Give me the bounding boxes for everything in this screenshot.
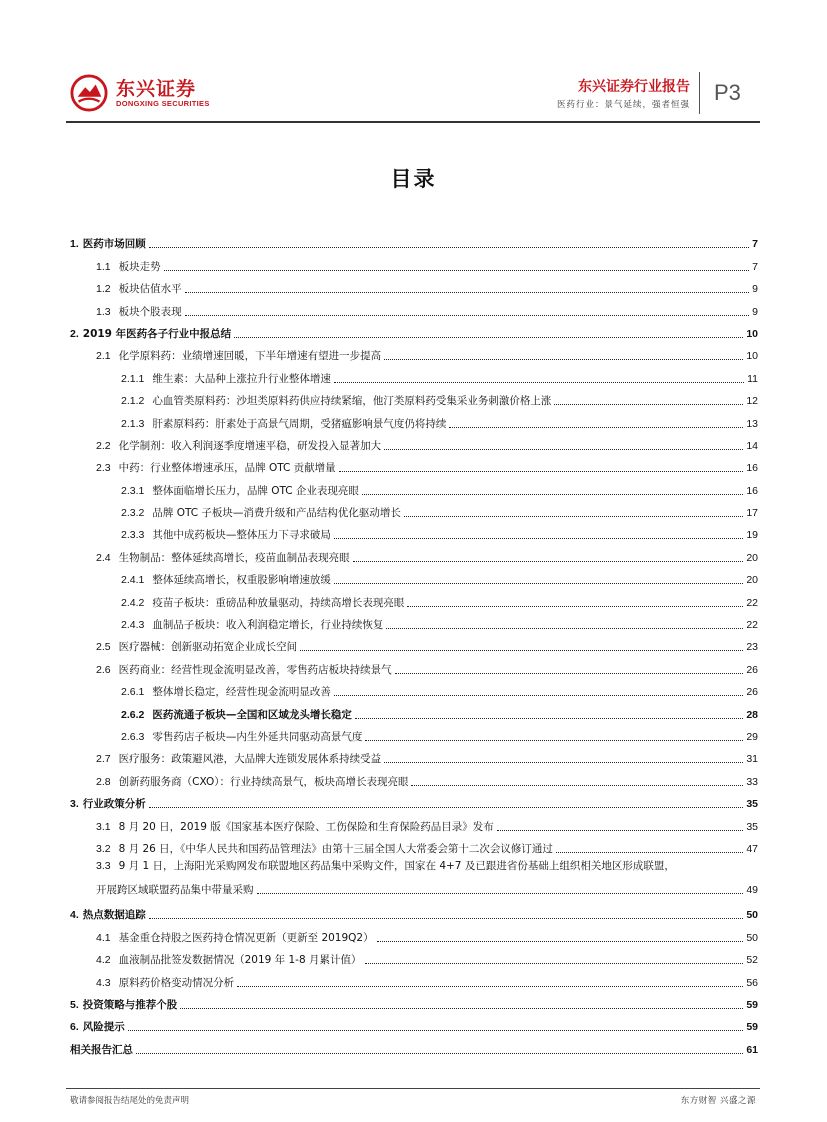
toc-entry-page: 13 — [746, 417, 758, 430]
toc-entry[interactable] — [66, 990, 758, 1012]
toc-entry-text: 疫苗子板块：重磅品种放量驱动，持续高增长表现亮眼 — [152, 596, 405, 609]
toc-entry-label — [121, 731, 362, 744]
toc-entry-label — [96, 552, 350, 565]
toc-entry[interactable] — [66, 386, 758, 408]
toc-entry[interactable] — [66, 587, 758, 609]
toc-entry-label — [70, 798, 146, 811]
toc-entry-number: 2.4.3 — [121, 619, 145, 632]
toc-title: 目录 — [390, 167, 437, 191]
toc-entry-page: 50 — [746, 931, 758, 944]
toc-entry-label — [121, 395, 551, 408]
toc-entry-number: 4.2 — [96, 954, 111, 967]
toc-entry-text: 医药市场回顾 — [82, 238, 146, 251]
toc-entry-page: 20 — [746, 574, 758, 587]
toc-leader-dots — [386, 628, 743, 629]
toc-entry[interactable] — [66, 766, 758, 788]
toc-entry-text: 板块走势 — [118, 260, 161, 273]
toc-leader-dots — [404, 516, 743, 517]
toc-entry-label — [96, 306, 182, 319]
toc-entry-label — [121, 597, 404, 610]
toc-entry-text: 其他中成药板块—整体压力下寻求破局 — [152, 529, 331, 542]
toc-entry-text: 整体增长稳定，经营性现金流明显改善 — [152, 686, 331, 699]
toc-entry-label — [96, 261, 161, 274]
toc-entry-page: 50 — [746, 909, 758, 922]
toc-entry-number: 1.2 — [96, 283, 111, 296]
toc-entry-page: 20 — [746, 551, 758, 564]
toc-entry-label — [96, 753, 381, 766]
toc-entry[interactable] — [66, 520, 758, 542]
toc-entry-text: 整体面临增长压力，品牌 OTC 企业表现亮眼 — [152, 484, 359, 497]
toc-entry[interactable] — [66, 677, 758, 699]
toc-leader-dots — [384, 449, 743, 450]
toc-entry-number: 2. — [70, 327, 79, 340]
toc-entry[interactable] — [66, 274, 758, 296]
toc-entry[interactable] — [66, 475, 758, 497]
toc-entry[interactable] — [66, 1034, 758, 1056]
toc-leader-dots — [407, 606, 743, 607]
toc-entry-page: 7 — [752, 260, 758, 273]
toc-entry[interactable] — [66, 363, 758, 385]
toc-leader-dots — [355, 718, 743, 719]
toc-entry-page: 35 — [746, 820, 758, 833]
toc-leader-dots — [362, 494, 743, 495]
toc-entry[interactable] — [66, 408, 758, 430]
toc-entry-page: 14 — [746, 439, 758, 452]
toc-entry-text: 心血管类原料药：沙坦类原料药供应持续紧缩，他汀类原料药受集采业务刺激价格上涨 — [152, 395, 552, 408]
toc-entry-number: 2.3.1 — [121, 484, 145, 497]
toc-entry-number: 2.4.2 — [121, 596, 145, 609]
toc-leader-dots — [353, 561, 744, 562]
toc-entry-page: 52 — [746, 954, 758, 967]
toc-entry-text: 风险提示 — [82, 1021, 125, 1034]
toc-entry[interactable] — [66, 834, 758, 856]
toc-leader-dots — [149, 918, 744, 919]
toc-entry-text: 8 月 20 日，2019 版《国家基本医疗保险、工伤保险和生育保险药品目录》发布 — [118, 820, 494, 833]
toc-entry[interactable] — [66, 1012, 758, 1034]
toc-entry[interactable] — [66, 922, 758, 944]
toc-leader-dots — [234, 337, 743, 338]
toc-leader-dots — [300, 650, 743, 651]
toc-leader-dots — [334, 382, 744, 383]
toc-entry-page: 19 — [746, 529, 758, 542]
toc-entry-page: 16 — [746, 462, 758, 475]
toc-entry[interactable] — [66, 229, 758, 251]
toc-entry-page: 29 — [746, 730, 758, 743]
toc-entry[interactable] — [66, 319, 758, 341]
toc-entry-number: 2.6.1 — [121, 686, 145, 699]
toc-entry-label — [70, 1044, 133, 1057]
toc-entry-number: 2.4 — [96, 551, 111, 564]
toc-leader-dots — [257, 893, 744, 894]
toc-entry-text: 9 月 1 日，上海阳光采购网发布联盟地区药品集中采购文件，国家在 4+7 及已跟进省份基础上组织相关地区形成联盟， — [118, 859, 675, 872]
toc-entry-number: 4.3 — [96, 976, 111, 989]
toc-entry-label — [121, 485, 359, 498]
toc-entry[interactable] — [66, 431, 758, 453]
toc-entry-label — [70, 909, 146, 922]
toc-entry-page: 9 — [752, 305, 758, 318]
toc-entry-text: 品牌 OTC 子板块—消费升级和产品结构优化驱动增长 — [152, 507, 401, 520]
toc-entry-page: 33 — [746, 775, 758, 788]
toc-entry-label — [121, 373, 331, 386]
toc-leader-dots — [185, 292, 750, 293]
toc-entry-label — [70, 1021, 125, 1034]
toc-entry-text: 医疗服务：政策避风港，大品牌大连锁发展体系持续受益 — [118, 753, 382, 766]
toc-entry-label — [121, 709, 352, 722]
toc-leader-dots — [334, 695, 743, 696]
toc-entry[interactable] — [66, 453, 758, 475]
toc-entry[interactable] — [66, 856, 758, 900]
toc-entry-page: 7 — [752, 238, 758, 251]
toc-entry-line — [96, 860, 758, 873]
toc-entry-number: 2.4.1 — [121, 574, 145, 587]
toc-entry[interactable] — [66, 565, 758, 587]
toc-entry-text: 维生素：大品种上涨拉升行业整体增速 — [152, 372, 331, 385]
toc-entry[interactable] — [66, 632, 758, 654]
toc-entry[interactable] — [66, 542, 758, 564]
toc-leader-dots — [556, 852, 743, 853]
toc-entry-number: 1.3 — [96, 305, 111, 318]
toc-entry-number: 1. — [70, 238, 79, 251]
toc-entry-text: 行业政策分析 — [82, 798, 146, 811]
toc-entry-label — [96, 462, 336, 475]
toc-leader-dots — [377, 941, 744, 942]
toc-entry-page: 35 — [746, 798, 758, 811]
toc-entry[interactable] — [66, 296, 758, 318]
toc-entry[interactable] — [66, 722, 758, 744]
toc-leader-dots — [185, 315, 750, 316]
toc-entry-number: 2.1.3 — [121, 417, 145, 430]
toc-entry-text: 板块估值水平 — [118, 283, 182, 296]
toc-entry-page: 49 — [746, 883, 758, 896]
toc-entry-page: 26 — [746, 686, 758, 699]
page-header — [0, 0, 827, 130]
table-of-contents — [66, 229, 758, 1057]
toc-entry-number: 2.3.3 — [121, 529, 145, 542]
toc-entry-number: 2.5 — [96, 641, 111, 654]
toc-leader-dots — [365, 963, 744, 964]
toc-entry-text: 原料药价格变动情况分析 — [118, 976, 235, 989]
toc-leader-dots — [334, 538, 743, 539]
toc-entry-label — [96, 664, 392, 677]
toc-entry-text: 创新药服务商（CXO）：行业持续高景气，板块高增长表现亮眼 — [118, 775, 409, 788]
toc-entry-label — [96, 350, 381, 363]
footer-disclaimer: 敬请参阅报告结尾处的免责声明 — [70, 1096, 190, 1106]
toc-entry-number: 3.1 — [96, 820, 111, 833]
toc-entry-number: 4.1 — [96, 931, 111, 944]
toc-entry-text: 投资策略与推荐个股 — [82, 998, 178, 1011]
header-divider — [699, 72, 700, 114]
toc-leader-dots — [149, 247, 749, 248]
toc-leader-dots — [365, 740, 743, 741]
toc-entry-page: 23 — [746, 641, 758, 654]
toc-entry-label — [121, 418, 446, 431]
logo-english-name: DONGXING SECURITIES — [116, 99, 210, 108]
toc-entry-text: 2019 年医药各子行业中报总结 — [82, 327, 232, 340]
report-subtitle: 医药行业：景气延续，强者恒强 — [556, 100, 690, 110]
toc-entry-number: 6. — [70, 1021, 79, 1034]
toc-entry[interactable] — [66, 811, 758, 833]
toc-entry-label — [121, 507, 401, 520]
page-number: P3 — [714, 80, 741, 105]
toc-entry-number: 2.1 — [96, 350, 111, 363]
toc-entry-text: 中药：行业整体增速承压，品牌 OTC 贡献增量 — [118, 462, 336, 475]
toc-entry-label — [96, 776, 408, 789]
toc-entry[interactable] — [66, 341, 758, 363]
toc-entry-label — [96, 954, 362, 967]
toc-entry-number: 4. — [70, 909, 79, 922]
toc-entry-text: 零售药店子板块—内生外延共同驱动高景气度 — [152, 730, 363, 743]
toc-leader-dots — [334, 583, 743, 584]
toc-entry-number: 2.6.2 — [121, 708, 145, 721]
toc-entry-page: 59 — [746, 998, 758, 1011]
toc-entry-text: 热点数据追踪 — [82, 909, 146, 922]
toc-entry-label — [96, 641, 297, 654]
toc-entry-page: 17 — [746, 507, 758, 520]
logo-chinese-name: 东兴证券 — [116, 78, 197, 100]
toc-entry[interactable] — [66, 900, 758, 922]
toc-entry-number: 5. — [70, 998, 79, 1011]
toc-entry[interactable] — [66, 945, 758, 967]
toc-entry-number: 2.3.2 — [121, 507, 145, 520]
toc-entry[interactable] — [66, 789, 758, 811]
footer-slogan: 东方财智 兴盛之源 — [680, 1096, 756, 1106]
toc-leader-dots — [136, 1053, 743, 1054]
toc-entry-page: 47 — [746, 842, 758, 855]
toc-entry[interactable] — [66, 498, 758, 520]
toc-entry[interactable] — [66, 654, 758, 676]
toc-entry[interactable] — [66, 610, 758, 632]
toc-leader-dots — [237, 986, 743, 987]
toc-leader-dots — [180, 1008, 743, 1009]
toc-entry-label — [96, 977, 234, 990]
toc-entry[interactable] — [66, 699, 758, 721]
toc-entry-text: 化学制剂：收入利润逐季度增速平稳，研发投入显著加大 — [118, 439, 382, 452]
toc-entry-text: 医疗器械：创新驱动拓宽企业成长空间 — [118, 641, 298, 654]
toc-entry-page: 16 — [746, 484, 758, 497]
toc-entry-page: 22 — [746, 619, 758, 632]
toc-entry-number: 2.1.2 — [121, 395, 145, 408]
toc-entry-number: 2.6.3 — [121, 730, 145, 743]
toc-entry-page: 26 — [746, 663, 758, 676]
toc-entry-label — [96, 821, 494, 834]
toc-entry-label — [96, 283, 182, 296]
toc-entry-page: 10 — [746, 327, 758, 340]
toc-entry-page: 9 — [752, 283, 758, 296]
toc-entry-label — [70, 328, 231, 341]
toc-entry-page: 56 — [746, 976, 758, 989]
toc-entry[interactable] — [66, 967, 758, 989]
toc-entry-text: 板块个股表现 — [118, 305, 182, 318]
toc-entry-number: 3.3 — [96, 859, 111, 872]
toc-entry-label — [70, 999, 177, 1012]
toc-entry-number: 2.6 — [96, 663, 111, 676]
toc-entry-number: 1.1 — [96, 260, 111, 273]
toc-entry-line — [96, 884, 758, 897]
toc-entry-number: 3.2 — [96, 842, 111, 855]
toc-entry-text: 8 月 26 日，《中华人民共和国药品管理法》由第十三届全国人大常委会第十二次会议修订通过 — [118, 842, 553, 855]
toc-leader-dots — [554, 404, 743, 405]
toc-entry-page: 10 — [746, 350, 758, 363]
toc-entry-page: 11 — [747, 372, 758, 385]
toc-leader-dots — [164, 270, 750, 271]
toc-entry-page: 31 — [746, 753, 758, 766]
toc-entry[interactable] — [66, 251, 758, 273]
toc-entry[interactable] — [66, 744, 758, 766]
toc-entry-number: 2.1.1 — [121, 372, 145, 385]
toc-leader-dots — [149, 807, 744, 808]
toc-entry-label — [121, 619, 383, 632]
toc-entry-page: 61 — [746, 1043, 758, 1056]
toc-entry-text: 化学原料药：业绩增速回暖，下半年增速有望进一步提高 — [118, 350, 382, 363]
toc-entry-label — [121, 686, 331, 699]
toc-entry-text: 血液制品批签发数据情况（2019 年 1-8 月累计值） — [118, 954, 362, 967]
toc-entry-text: 相关报告汇总 — [70, 1043, 133, 1056]
toc-entry-text-continued: 开展跨区域联盟药品集中带量采购 — [96, 883, 254, 896]
toc-entry-label — [96, 932, 374, 945]
toc-entry-label — [70, 238, 146, 251]
toc-entry-number: 3. — [70, 798, 79, 811]
toc-entry-page: 12 — [746, 395, 758, 408]
toc-entry-label — [96, 843, 553, 856]
toc-entry-page: 22 — [746, 596, 758, 609]
toc-entry-text: 医药商业：经营性现金流明显改善，零售药店板块持续景气 — [118, 663, 392, 676]
toc-leader-dots — [449, 427, 743, 428]
toc-entry-page: 59 — [746, 1021, 758, 1034]
toc-leader-dots — [411, 785, 743, 786]
toc-entry-label — [121, 574, 331, 587]
toc-entry-text: 整体延续高增长，权重股影响增速放缓 — [152, 574, 331, 587]
footer-rule — [66, 1088, 760, 1089]
toc-entry-page: 28 — [746, 708, 758, 721]
toc-entry-text: 血制品子板块：收入利润稳定增长，行业持续恢复 — [152, 619, 384, 632]
toc-entry-text: 肝素原料药：肝素处于高景气周期，受猪瘟影响景气度仍将持续 — [152, 417, 447, 430]
toc-entry-text: 基金重仓持股之医药持仓情况更新（更新至 2019Q2） — [118, 931, 374, 944]
toc-entry-number: 2.2 — [96, 439, 111, 452]
toc-leader-dots — [128, 1030, 744, 1031]
logo-icon — [70, 74, 108, 112]
toc-leader-dots — [395, 673, 744, 674]
toc-leader-dots — [384, 359, 743, 360]
toc-leader-dots — [497, 830, 744, 831]
toc-entry-label — [96, 440, 381, 453]
header-rule — [66, 121, 760, 123]
toc-entry-text: 医药流通子板块—全国和区域龙头增长稳定 — [152, 708, 352, 721]
report-title: 东兴证券行业报告 — [578, 79, 690, 95]
toc-entry-text: 生物制品：整体延续高增长，疫苗血制品表现亮眼 — [118, 551, 350, 564]
toc-entry-number: 2.3 — [96, 462, 111, 475]
toc-entry-label — [121, 529, 331, 542]
toc-leader-dots — [384, 762, 743, 763]
toc-entry-number: 2.8 — [96, 775, 111, 788]
toc-leader-dots — [339, 471, 744, 472]
toc-entry-number: 2.7 — [96, 753, 111, 766]
toc-entry-label-block — [96, 856, 758, 900]
